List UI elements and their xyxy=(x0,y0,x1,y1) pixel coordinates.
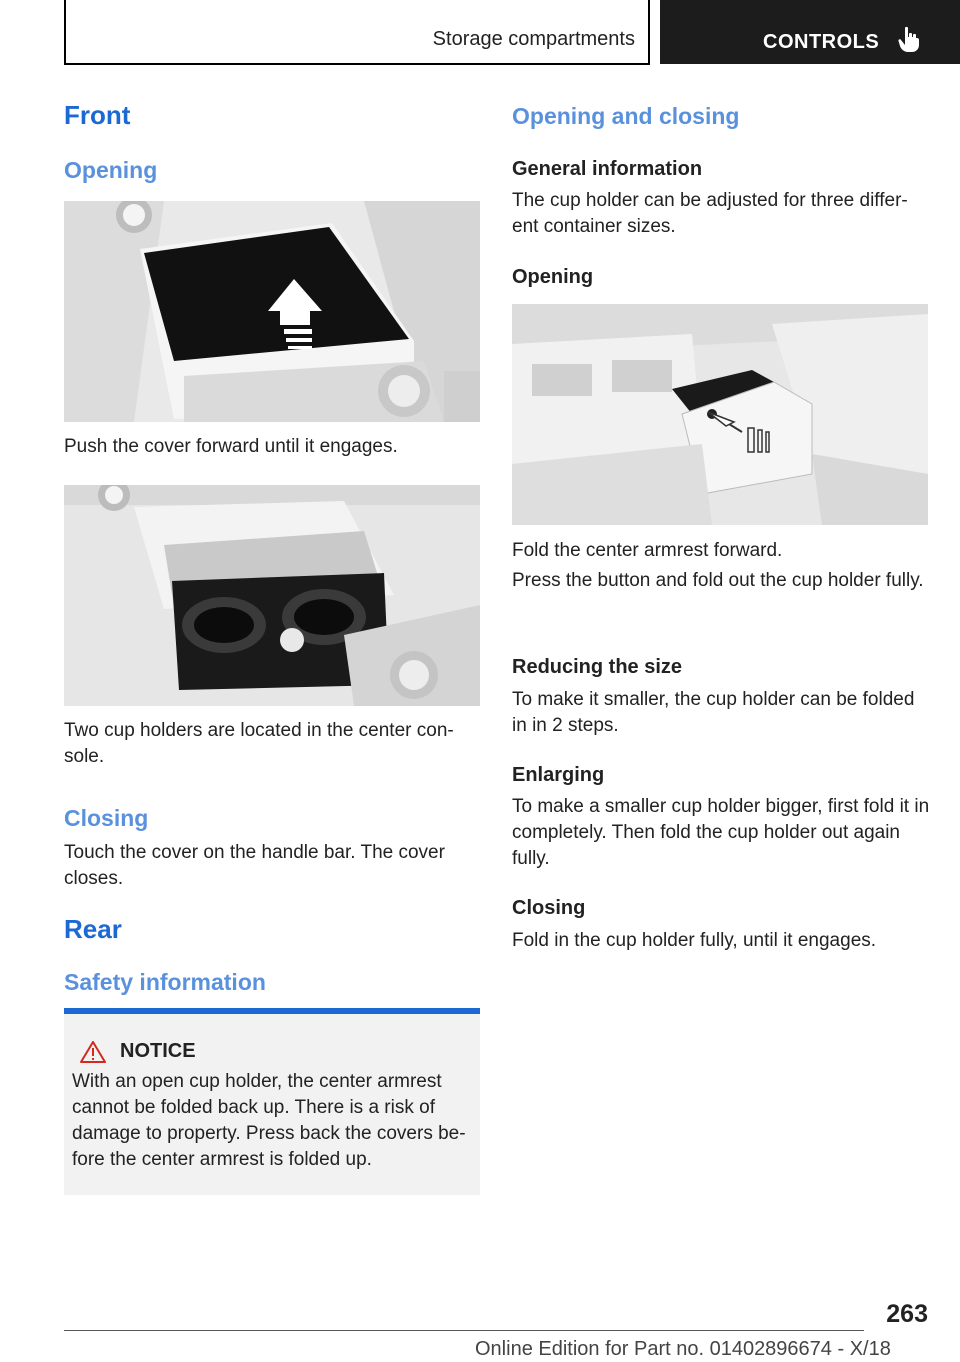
reducing-size-text: To make it smaller, the cup holder can be folded in in 2 steps. xyxy=(512,689,915,736)
front-opening-caption-1: Push the cover forward until it engages. xyxy=(64,436,398,457)
rear-opening-heading: Opening xyxy=(512,266,594,288)
footer-rule xyxy=(64,1330,864,1331)
rear-closing-heading: Closing xyxy=(512,897,586,919)
enlarging-text: To make a smaller cup holder bigger, first fold it in completely. Then fold the cup holder out again fully. xyxy=(512,796,930,869)
left-column xyxy=(64,100,480,187)
warning-triangle-icon xyxy=(80,1041,106,1063)
opening-heading: Opening xyxy=(64,157,158,183)
rear-opening-caption-1: Fold the center armrest forward. xyxy=(512,540,783,561)
notice-box xyxy=(64,1008,480,1195)
header-left-rule xyxy=(64,0,66,64)
notice-header xyxy=(80,1040,472,1063)
safety-information-heading: Safety information xyxy=(64,969,266,995)
header-chapter-tab xyxy=(660,0,960,64)
front-closing-heading: Closing xyxy=(64,805,149,831)
cup-holders-illustration xyxy=(64,485,480,706)
reducing-size-heading: Reducing the size xyxy=(512,656,683,678)
header-chapter-label: CONTROLS xyxy=(763,31,880,53)
armrest-cup-holder-illustration xyxy=(512,304,928,525)
notice-title: NOTICE xyxy=(120,1040,196,1062)
rear-opening-caption-2: Press the button and fold out the cup holder fully. xyxy=(512,570,924,591)
rear-closing-text: Fold in the cup holder fully, until it engages. xyxy=(512,930,877,951)
front-heading: Front xyxy=(64,100,131,130)
header-separator xyxy=(648,0,650,64)
general-information-text: The cup holder can be adjusted for three differ‐ent container sizes. xyxy=(512,190,908,237)
enlarging-heading: Enlarging xyxy=(512,764,605,786)
footer-edition: Online Edition for Part no. 01402896674 - X/18 xyxy=(475,1338,891,1360)
rear-heading: Rear xyxy=(64,914,122,944)
pointing-hand-icon xyxy=(898,26,920,52)
header-section-title: Storage compartments xyxy=(432,28,635,50)
opening-and-closing-heading: Opening and closing xyxy=(512,103,740,129)
front-closing-text: Touch the cover on the handle bar. The cover closes. xyxy=(64,842,445,889)
front-opening-caption-2: Two cup holders are located in the center con‐sole. xyxy=(64,720,454,767)
notice-text: With an open cup holder, the center armrest cannot be folded back up. There is a risk of damage to property. Press back the covers be‐fore the center armrest is folded up. xyxy=(72,1071,466,1170)
console-cover-illustration xyxy=(64,201,480,422)
front-cup-holders-illustration xyxy=(64,485,480,706)
front-opening-illustration xyxy=(64,201,480,422)
rear-armrest-illustration xyxy=(512,304,928,525)
general-information-heading: General information xyxy=(512,158,703,180)
header-bottom-rule xyxy=(64,63,650,65)
page-number: 263 xyxy=(886,1300,928,1328)
